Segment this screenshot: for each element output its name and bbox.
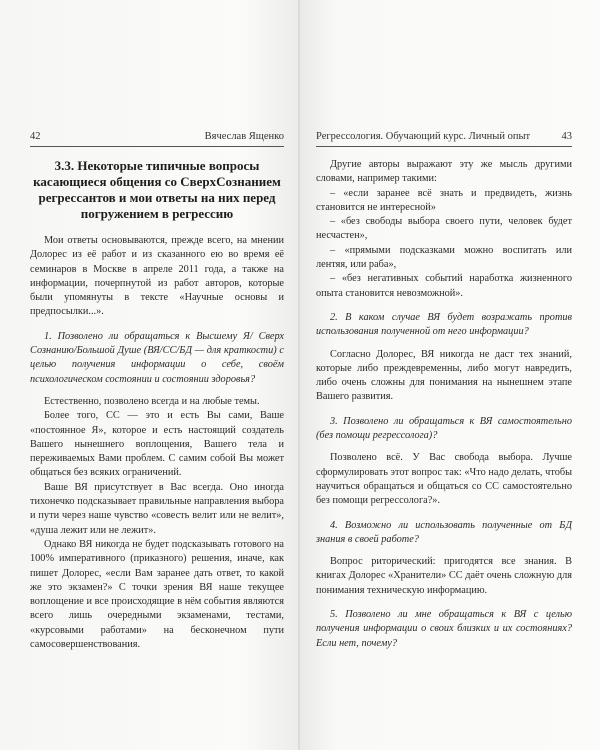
paragraph: Согласно Долорес, ВЯ никогда не даст тех знаний, которые либо преждевременны, либо могут навредить, либо очень сложны для понимания на нынешнем этапе Вашего развития. (316, 348, 572, 403)
question-1: 1. Позволено ли обращаться к Высшему Я/ Сверх Сознанию/Большой Душе (ВЯ/СС/БД — для краткости) с целью получения информации о себе, своём психологическом состоянии и состоянии здоровья? (30, 330, 284, 385)
question-2: 2. В каком случае ВЯ будет возражать против использования полученной от него информации? (316, 311, 572, 338)
list-item: – «без негативных событий наработка жизненного опыта становится невозможной». (316, 273, 572, 299)
running-title-right: Регрессология. Обучающий курс. Личный опыт (316, 131, 531, 142)
page-number-left: 42 (30, 131, 41, 142)
question-5: 5. Позволено ли мне обращаться к ВЯ с целью получения информации о своих близких и их состояниях? Если нет, почему? (316, 609, 572, 649)
header-rule-right (316, 146, 572, 147)
paragraph: Позволено всё. У Вас свобода выбора. Лучше сформулировать этот вопрос так: «Что надо делать, чтобы научиться обращаться и общаться со СС самостоятельно без помощи регрессолога?». (316, 452, 572, 507)
list-item: – «если заранее всё знать и предвидеть, жизнь становится не интересной» (316, 187, 572, 213)
right-page (300, 0, 600, 750)
paragraph: Более того, СС — это и есть Вы сами, Ваше «постоянное Я», которое и есть настоящий создатель Вашего нынешнего воплощения, Вашего тела и переживаемых Вами проблем. С самим собой Вы может общаться без всяких ограничений. (30, 410, 284, 479)
paragraph: Другие авторы выражают эту же мысль другими словами, например такими: (316, 159, 572, 185)
list-item: – «без свободы выбора своего пути, человек будет несчастен», (316, 216, 572, 242)
paragraph: Однако ВЯ никогда не будет подсказывать готового на 100% императивного (приказного) решения, иначе, как пишет Долорес, «если Вам заранее дать ответ, то какой же это экзамен?» С точки зрения ВЯ наше текущее воплощение и все происходящие в нём события являются всего лишь очередными экзаменами, тестами, «курсовыми работами» на бесконечном пути самосовершенствования. (30, 538, 284, 651)
paragraph: Вопрос риторический: пригодятся все знания. В книгах Долорес «Хранители» СС даёт очень сложную для понимания техническую информацию. (316, 556, 572, 596)
section-heading: 3.3. Некоторые типичные вопросы касающиеся общения со СверхСознанием регрессантов и мои ответы на них перед погружением в регрессию (33, 158, 281, 221)
paragraph: Мои ответы основываются, прежде всего, на мнении Долорес из её работ и из сказанного ею во время её семинаров в Москве в апреле 2011 года, а также на информации, почерпнутой из работ авторов, которые были упомянуты в тексте «Научные основы и предпосылки...». (30, 235, 284, 318)
paragraph: Ваше ВЯ присутствует в Вас всегда. Оно иногда тихонечко подсказывает правильные направления выбора и пути через наше чувство «совесть велит или не велит», «душа лежит или не лежит». (30, 481, 284, 536)
question-4: 4. Возможно ли использовать полученные от БД знания в своей работе? (316, 519, 572, 545)
list-item: – «прямыми подсказками можно воспитать или лентяя, или раба», (316, 244, 572, 271)
running-title-left: Вячеслав Ященко (204, 131, 284, 142)
right-text-column (316, 158, 572, 651)
question-3: 3. Позволено ли обращаться к ВЯ самостоятельно (без помощи регрессолога)? (316, 415, 572, 442)
page-number-right: 43 (561, 131, 572, 142)
header-rule-left (30, 146, 284, 147)
paragraph: Естественно, позволено всегда и на любые темы. (44, 395, 260, 407)
left-text-column (30, 158, 284, 652)
